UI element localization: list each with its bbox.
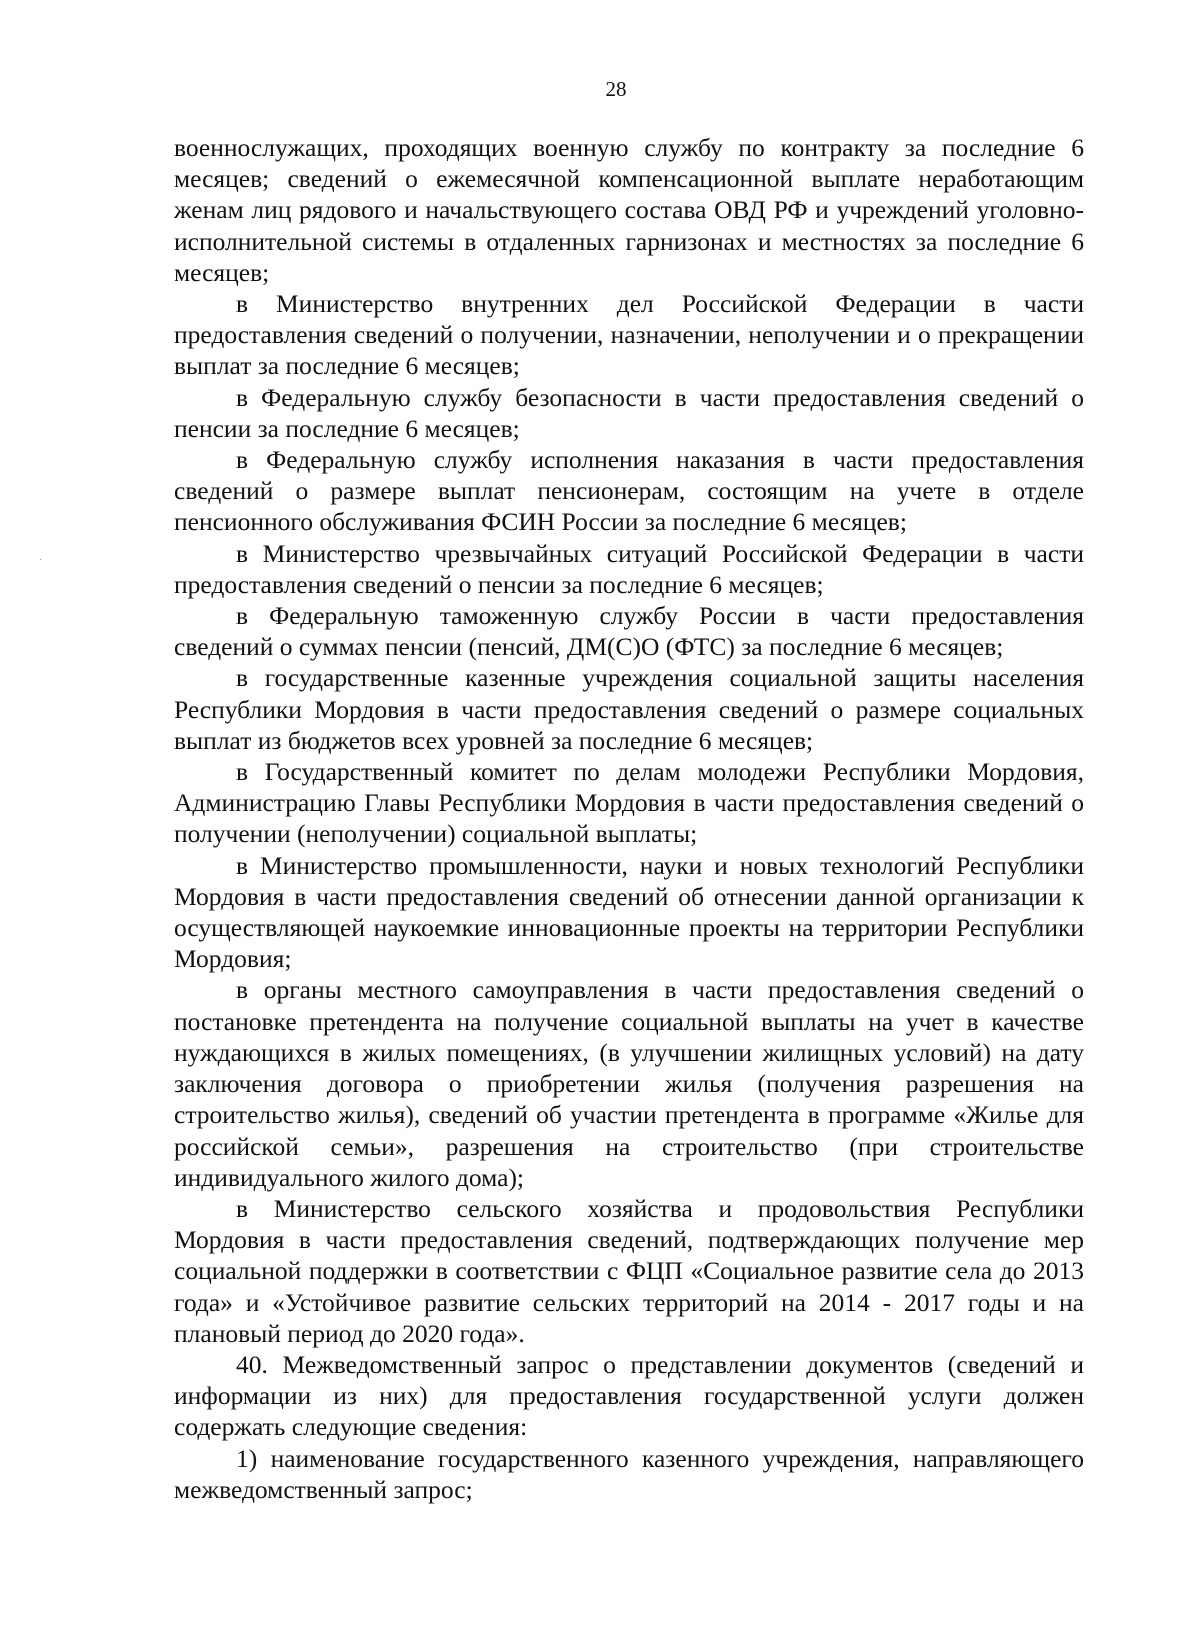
paragraph: в Министерство промышленности, науки и новых технологий Республики Мордовия в части предоставления сведений об отнесении данной организации к осуществляющей наукоемкие инновационные проекты на территории Республики Мордовия; bbox=[174, 850, 1084, 974]
document-body bbox=[174, 132, 1084, 1505]
paragraph: в Государственный комитет по делам молодежи Республики Мордовия, Администрацию Главы Республики Мордовия в части предоставления сведений о получении (неполучении) социальной выплаты; bbox=[174, 757, 1084, 849]
paragraph: в Федеральную таможенную службу России в части предоставления сведений о суммах пенсии (пенсий, ДМ(С)О (ФТС) за последние 6 месяцев; bbox=[174, 601, 1084, 662]
paragraph: в Федеральную службу безопасности в части предоставления сведений о пенсии за последние 6 месяцев; bbox=[174, 382, 1084, 443]
paragraph: в государственные казенные учреждения социальной защиты населения Республики Мордовия в части предоставления сведений о размере социальных выплат из бюджетов всех уровней за последние 6 месяцев; bbox=[174, 663, 1084, 755]
scan-speck bbox=[40, 559, 41, 560]
paragraph: 40. Межведомственный запрос о представлении документов (сведений и информации из них) для предоставления государственной услуги должен содержать следующие сведения: bbox=[174, 1349, 1084, 1442]
paragraph: в Министерство внутренних дел Российской Федерации в части предоставления сведений о получении, назначении, неполучении и о прекращении выплат за последние 6 месяцев; bbox=[174, 289, 1084, 381]
page-number: 28 bbox=[605, 77, 627, 101]
paragraph: военнослужащих, проходящих военную службу по контракту за последние 6 месяцев; сведений о ежемесячной компенсационной выплате неработающим женам лиц рядового и начальствующего состава ОВД РФ и учреждений уголовно-исполнительной системы в отдаленных гарнизонах и местностях за последние 6 месяцев; bbox=[174, 133, 1084, 287]
paragraph: 1) наименование государственного казенного учреждения, направляющего межведомственный запрос; bbox=[174, 1443, 1084, 1504]
paragraph: в Министерство сельского хозяйства и продовольствия Республики Мордовия в части предоставления сведений, подтверждающих получение мер социальной поддержки в соответствии с ФЦП «Социальное развитие села до 2013 года» и «Устойчивое развитие сельских территорий на 2014 - 2017 годы и на плановый период до 2020 года». bbox=[174, 1193, 1084, 1348]
paragraph: в органы местного самоуправления в части предоставления сведений о постановке претендента на получение социальной выплаты на учет в качестве нуждающихся в жилых помещениях, (в улучшении жилищных условий) на дату заключения договора о приобретении жилья (получения разрешения на строительство жилья), сведений об участии претендента в программе «Жилье для российской семьи», разрешения на строительство (при строительстве индивидуального жилого дома); bbox=[174, 975, 1084, 1192]
paragraph: в Федеральную службу исполнения наказания в части предоставления сведений о размере выплат пенсионерам, состоящим на учете в отделе пенсионного обслуживания ФСИН России за последние 6 месяцев; bbox=[174, 445, 1084, 537]
paragraph: в Министерство чрезвычайных ситуаций Российской Федерации в части предоставления сведений о пенсии за последние 6 месяцев; bbox=[174, 538, 1084, 599]
